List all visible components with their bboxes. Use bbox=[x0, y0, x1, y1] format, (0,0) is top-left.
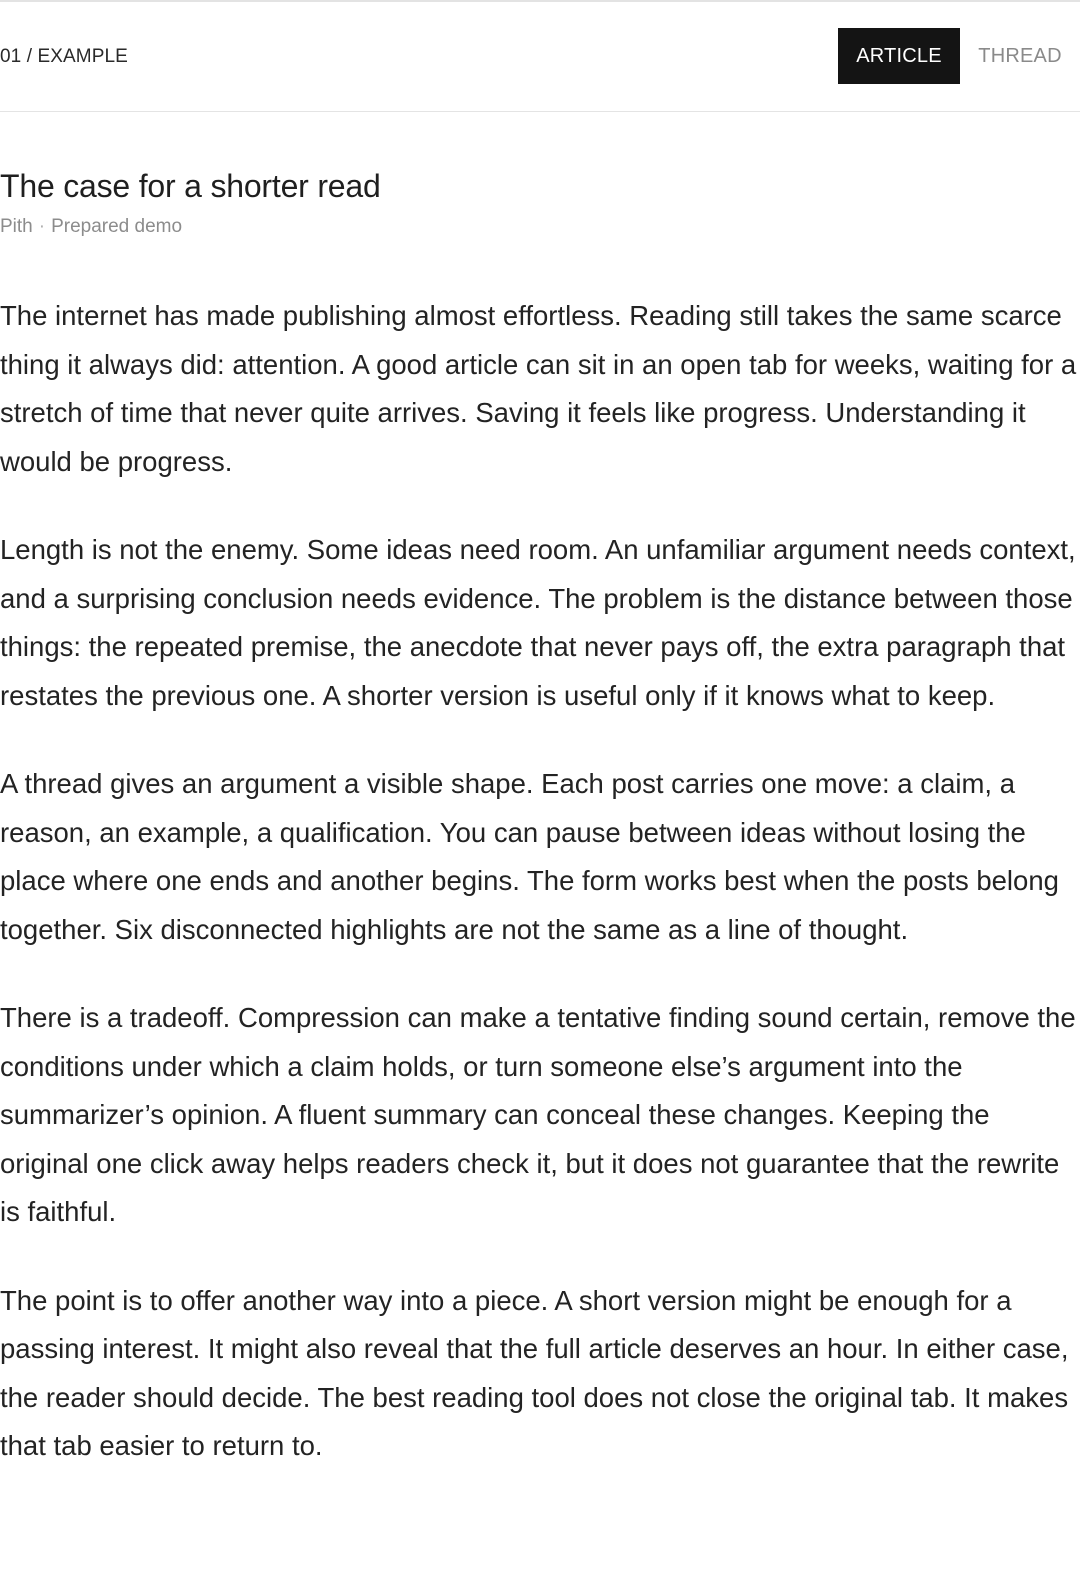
article bbox=[0, 164, 1080, 1511]
article-body bbox=[0, 292, 1080, 1471]
tab-thread[interactable]: THREAD bbox=[978, 44, 1062, 67]
article-title: The case for a shorter read bbox=[0, 168, 381, 204]
top-bar bbox=[0, 2, 1080, 112]
article-paragraph: The internet has made publishing almost effortless. Reading still takes the same scarce thing it always did: attention. A good article can sit in an open tab for weeks, waiting for a stretch of time that never quite arrives. Saving it feels like progress. Understanding it would be progress. bbox=[0, 300, 1077, 477]
tab-article[interactable]: ARTICLE bbox=[838, 28, 960, 84]
breadcrumb: 01 / EXAMPLE bbox=[0, 46, 128, 67]
article-paragraph: Length is not the enemy. Some ideas need room. An unfamiliar argument needs context, and a surprising conclusion needs evidence. The problem is the distance between those things: the repeated premise, the anecdote that never pays off, the extra paragraph that restates the previous one. A shorter version is useful only if it knows what to keep. bbox=[0, 534, 1076, 711]
article-meta bbox=[0, 214, 1080, 240]
article-subtitle: Prepared demo bbox=[51, 216, 183, 237]
article-paragraph: The point is to offer another way into a piece. A short version might be enough for a passing interest. It might also reveal that the full article deserves an hour. In either case, the reader should decide. The best reading tool does not close the original tab. It makes that tab easier to return to. bbox=[0, 1284, 1069, 1461]
article-paragraph: A thread gives an argument a visible shape. Each post carries one move: a claim, a reason, an example, a qualification. You can pause between ideas without losing the place where one ends and another begins. The form works best when the posts belong together. Six disconnected highlights are not the same as a line of thought. bbox=[0, 768, 1059, 945]
meta-separator: · bbox=[38, 216, 46, 237]
article-source: Pith bbox=[0, 216, 33, 237]
article-paragraph: There is a tradeoff. Compression can make a tentative finding sound certain, remove the conditions under which a claim holds, or turn someone else’s argument into the summarizer’s opinion. A fluent summary can conceal these changes. Keeping the original one click away helps readers check it, but it does not guarantee that the rewrite is faithful. bbox=[0, 1002, 1076, 1227]
view-tabs bbox=[838, 28, 1080, 84]
